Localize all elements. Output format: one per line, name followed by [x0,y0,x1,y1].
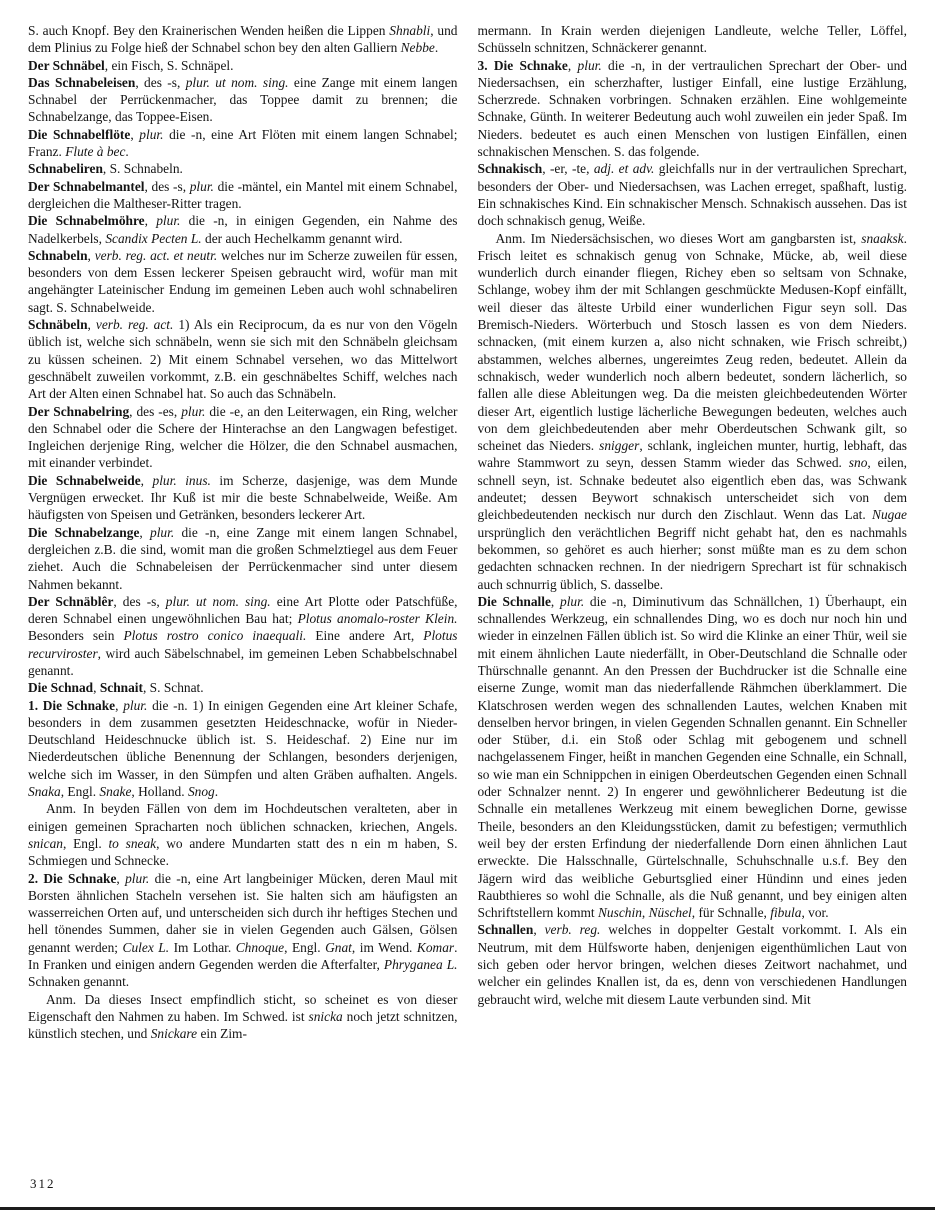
text-run: Schnaken genannt. [28,974,130,990]
text-run: . Frisch leitet es schnakisch genug von Schnake, Mücke, ab, weil diese wunderlich durch einander fliegen, Richey eben so seltsam von Schnake, Schlange, wobey ihm der mit Schlangen geschmückte Medusen-Kopf einfällt, weil dieser das älteste Urbild einer wunderlichen Figur seyn soll. Das Bremisch-Nieders. Wörterbuch und Stosch lassen es von dem Nieders. schnacken, (mit einem kurzen a, also nicht schnaken, wie Frisch schreibt,) abstammen, welches albernes, ungereimtes Zeug reden, bedeutet. Allein da schnakisch, weder wunderlich noch albern bedeutet, sondern lächerlich, so fallen alle diese Ableitungen weg. Da die meisten gleichbedeutenden Wörter dieser Art, eigentlich lustige lächerliche Bewegungen bedeuten, welches auch von dem gleichbedeutenden aber mehr Oberdeutschen Schwank gilt, so scheinet das Nieders. [477,230,907,454]
text-run: die -n, eine Art Flöten mit einem langen Schnabel; Franz. [28,126,458,160]
text-run: Nebbe [400,40,435,56]
dictionary-paragraph [478,22,908,57]
text-run: eine Zange mit einem langen Schnabel der Perrückenmacher, das Toppee damit zu brennen; die Schnabelzange, das Toppee-Eisen. [28,74,458,125]
text-run: plur. [181,403,206,419]
text-run: adj. et adv. [593,161,655,177]
text-run: gleichfalls nur in der vertraulichen Sprechart, besonders der Ober- und Niedersachsen, was Lachen erreget, spaßhaft, lustig. Ein schnakisches Kind. Ein schnakischer Mensch. Schnakisch aussehen. Das ist doch schnakisch genug, Weiße. [477,161,907,229]
text-run: Culex L. [122,939,170,955]
left-column [28,22,458,1164]
dictionary-paragraph [28,160,458,177]
text-run: , des -s, [144,178,190,194]
dictionary-paragraph [28,212,458,247]
dictionary-paragraph [28,472,458,524]
text-run: die -n. 1) In einigen Gegenden eine Art kleiner Schafe, besonders in dem zusammen gesetzten Heideschnacke, wofür in Nieder-Deutschland Heideschnucke üblich ist. S. Heideschaf. 2) Eine nur im Niederdeutschen übliche Benennung der Schlangen, besonders derjenigen, welche sich im Wasser, in den Sümpfen und alten Gräben aufhalten. Angels. [28,697,458,782]
text-run: Nuschin [598,905,642,921]
dictionary-paragraph [28,74,458,126]
text-run: die -n, Diminutivum das Schnällchen, 1) Überhaupt, ein schnallendes Werkzeug, ein schnallendes Ding, wo es doch nur noch hin und wieder in einzelnen Fällen üblich ist. So wird die Klinke an einer Thür, weil sie mit einem ähnlichen Laute niederfällt, in Ober-Deutschland die Schnalle oder Thürschnalle genannt. An den Pressen der Buchdrucker ist die Schnalle eine eiserne Zunge, womit man das niederfallende Rähmchen überklammert. Die Klatschrosen werden wegen des schnallenden Lautes, welchen Knaben mit denselben hervor bringen, in vielen Gegenden Schnallen genannt. Ein Schneller oder Stüber, d.i. ein Stoß oder Schlag mit gebogenem und schnell nachgelassenem Finger, heißt in manchen Gegenden eine Schnalle, ein Schnall, so wie man ein Schnippchen in einigen Oberdeutschen Gegenden einen Schnall oder Schnalzer nennt. 2) In engerer und gewöhnlicherer Bedeutung ist die Schnalle ein metallenes Werkzeug mit einem beweglichen Dorne, gewisse Theile, besonders an den Kleidungsstücken, damit zu befestigen; vermuthlich weil bey der ersten Erfindung der niederfallende Dorn einen ähnlichen Laut erweckte. Die Halsschnalle, Gürtelschnalle, Schuhschnalle u.s.f. Bey den Jägern wird das weibliche Geburtsglied einer Hündinn und eines jeden Raubthieres so wohl die Schnalle, als die Nuß genannt, und bey einigen alten Schriftstellern kommt [477,593,907,921]
text-run: mermann. In Krain werden diejenigen Landleute, welche Teller, Löffel, Schüsseln schnitzen, Schnäckerer genannt. [477,23,907,56]
text-run: Snake [99,784,132,800]
text-run: , [641,905,649,921]
text-run: , vor. [801,905,829,921]
text-run: plur. [560,593,585,609]
dictionary-paragraph [28,991,458,1043]
text-run: , ein Fisch, S. Schnäpel. [104,57,234,73]
text-run: im Scherze, dasjenige, was dem Munde Vergnügen erwecket. Ihr Kuß ist mir die beste Schnabelweide, Weiße. Am häufigsten von Speisen und Getränken, besonders leckerer Art. [28,472,458,523]
text-run: die -n, eine Zange mit einem langen Schnabel, dergleichen z.B. die sind, womit man die großen Schmelztiegel aus dem Feuer ziehet. Auch die Schnabeleisen der Perrückenmacher sind unter diesem Nahmen bekannt. [28,524,458,592]
headword: Die Schnad [28,680,94,696]
dictionary-paragraph [28,800,458,869]
headword: 2. Die Schnake [28,870,117,886]
text-run: plur. inus. [152,472,211,488]
headword: 1. Die Schnake [28,697,116,713]
text-run: Gnat [325,939,352,955]
headword: Schnakisch [477,161,543,177]
dictionary-paragraph [478,57,908,161]
text-run: , Engl. [60,784,100,800]
dictionary-paragraph [28,697,458,801]
text-run: S. auch Knopf. Bey den Krainerischen Wenden heißen die Lippen [28,23,390,38]
text-run: , und dem Plinius zu Folge hieß der Schnabel schon bey den alten Galliern [28,23,458,56]
text-run: , [130,126,140,142]
headword: Schnabeln [28,247,88,263]
headword: Schnabeliren [28,161,103,177]
text-run: . [214,784,219,800]
text-run: , Holland. [131,784,188,800]
text-run: to sneak [108,835,157,851]
headword: Die Schnabelweide [28,472,141,488]
text-run: plur. [150,524,175,540]
text-run: Anm. Da dieses Insect empfindlich sticht, so scheinet es von dieser Eigenschaft den Nahmen zu haben. Im Schwed. ist [28,991,458,1024]
text-run: . In Franken und einigen andern Gegenden werden die Afterfalter, [28,939,458,973]
headword: Das Schnabeleisen [28,74,136,90]
text-run: , -er, -te, [542,161,594,177]
headword: 3. Die Schnake [477,57,568,73]
headword: Der Schnabelring [28,403,130,419]
text-run: , im Wend. [351,939,417,955]
text-run: die -n, eine Art langbeiniger Mücken, deren Maul mit Borsten ähnlichen Stacheln versehen ist. Sie halten sich am häufigsten an wasserreichen Orten auf, und unterscheiden sich durch ihr heftiges Stechen und hell tönendes Summen, daher sie in vielen Gegenden auch Gälsen, Gölsen genannt werden; [28,870,458,955]
text-run: Flute à bec [65,144,126,160]
text-run: , S. Schnabeln. [102,161,183,177]
text-run: , wird auch Säbelschnabel, im gemeinen Leben Schabbelschnabel genannt. [28,645,458,678]
text-run: . [434,40,439,56]
text-run: plur. [189,178,214,194]
text-run: , des -es, [129,403,182,419]
text-run: welches in doppelter Gestalt vorkommt. I. Als ein Neutrum, mit dem Hülfsworte haben, denjenigen eigenthümlichen Laut von sich geben oder hervor bringen, welchen dieses Zeitwort nachahmet, und welcher ein gelindes Knallen ist, da es, denn von verschiedenen Handlungen gebraucht wird, welche mit diesem Laute verbunden sind. Mit [477,922,907,1007]
text-run: snigger [599,438,640,454]
text-run: sno [848,455,868,471]
right-column [478,22,908,1164]
text-run: Chnoque [235,939,285,955]
headword: Schnallen [477,922,534,938]
text-run: der auch Hechelkamm genannt wird. [201,230,403,246]
headword: Schnait [99,680,143,696]
headword: Die Schnabelflöte [28,126,131,142]
text-run: verb. reg. act. et neutr. [94,247,218,263]
text-run: Plotus recurviroster [28,628,458,661]
dictionary-paragraph [28,679,458,696]
text-run: plur. ut nom. sing. [165,593,271,609]
dictionary-paragraph [28,316,458,402]
dictionary-paragraph [28,593,458,679]
text-run: 1) Als ein Reciprocum, da es nur von den Vögeln üblich ist, welche sich schnäbeln, wenn sie sich mit den Schnäbeln gleichsam zu küssen scheinen. 2) Mit einem Schnabel versehen, wo das Mittelwort geschnäbelt zuweilen vorkommt, z.B. ein geschnäbeltes Schiff, welches nach Art der Alten einen Schnabel hat. So auch das Schnäbeln. [28,317,458,402]
text-run: plur. ut nom. sing. [185,74,289,90]
text-run: Besonders sein [28,628,124,644]
text-run: plur. [156,213,181,229]
text-run: Plotus anomalo-roster Klein. [297,611,458,627]
text-run: Snaka [28,784,61,800]
text-run: , S. Schnat. [142,680,204,696]
dictionary-paragraph [28,247,458,316]
headword: Die Schnabelzange [28,524,140,540]
text-run: Nugae [872,507,907,523]
text-run: plur. [125,870,150,886]
dictionary-paragraph [28,178,458,213]
text-run: Shnabli [389,23,431,38]
headword: Die Schnabelmöhre [28,213,145,229]
dictionary-paragraph [478,160,908,229]
text-run: , [87,317,96,333]
headword: Der Schnäbel [28,57,105,73]
headword: Der Schnabelmantel [28,178,145,194]
text-run: , [140,472,153,488]
text-run: Scandix Pecten L. [105,230,202,246]
dictionary-paragraph [478,593,908,922]
text-run: Plotus rostro conico inaequali. [123,628,307,644]
text-run: , [115,697,124,713]
text-run: plur. [123,697,148,713]
text-run: Im Lothar. [169,939,236,955]
text-run: Snog [187,784,215,800]
text-run: Anm. Im Niedersächsischen, wo dieses Wort am gangbarsten ist, [495,230,862,246]
text-run: , des -s, [113,593,166,609]
text-run: welches nur im Scherze zuweilen für essen, besonders von dem Essen leckerer Speisen gebraucht wird, wofür man mit angehängter Lateinischer Endung im gemeinen Leben auch wohl schnabeliren sagt. S. Schnabelweide. [28,247,458,315]
text-run: , Engl. [284,939,326,955]
text-run: , [533,922,545,938]
text-run: , [550,593,560,609]
text-run: snicka [308,1008,343,1024]
text-run: plur. [139,126,164,142]
text-run: verb. reg. [544,922,601,938]
text-run: fibula [770,905,802,921]
text-run: Phryganea L. [383,957,458,973]
headword: Die Schnalle [477,593,551,609]
text-run: , für Schnalle, [691,905,771,921]
text-run: die -n, in einigen Gegenden, ein Nahme des Nadelkerbels, [28,213,458,246]
text-run: Anm. In beyden Fällen von dem im Hochdeutschen veralteten, aber in einigen gemeinen Spracharten noch üblichen schnacken, kriechen, Angels. [28,801,458,834]
dictionary-paragraph [28,126,458,161]
text-run: , [139,524,151,540]
text-columns [28,22,907,1164]
text-run: snican [28,835,63,851]
headword: Der Schnäblêr [28,593,114,609]
text-run: , wo andere Mundarten statt des n ein m haben, S. Schmiegen und Schnecke. [28,835,458,869]
text-run: die -e, an den Leiterwagen, ein Ring, welcher den Schnabel oder die Schere der Hinterachse an den Langwagen befestiget. Ingleichen derjenige Ring, welcher die Hölzer, die den Schnabel ausmachen, mit einander verbindet. [28,403,458,471]
text-run: . [125,144,129,160]
text-run: Nüschel [648,905,692,921]
text-run: plur. [577,57,602,73]
page-number: 312 [30,1176,56,1191]
text-run: snaaksk [861,230,904,246]
text-run: , [87,247,95,263]
text-run: die -n, in der vertraulichen Sprechart der Ober- und Niedersachsen, ein scherzhafter, lustiger Einfall, eine lustige Erzählung, Scherzrede. Schnaken vorbringen. Schnaken erzählen. Eine wohlgemeinte Schnake, Günth. In weiterer Bedeutung auch wohl zuweilen ein jeder Spaß. Im Nieders. bedeutet es auch einen Menschen von lustigen Einfällen, einen schnakischen Menschen. S. das folgende. [477,57,907,160]
text-run: Snickare [150,1026,198,1042]
dictionary-paragraph [28,57,458,74]
text-run: , eilen, schnell seyn, ist. Schnake bedeutet also eigentlich eben das, was Schwank andeutet; dessen Beywort schnakisch unterscheidet sich von dem gleichbedeutenden neckisch nur durch den Zischlaut. Wenn das Lat. [477,455,907,523]
text-run: ein Zim- [197,1026,247,1042]
dictionary-paragraph [478,921,908,1007]
text-run: , schlank, ingleichen munter, hurtig, lebhaft, das wahre Stammwort zu seyn, dessen Stamm wieder das Schwed. [477,438,907,471]
dictionary-paragraph [28,524,458,593]
dictionary-paragraph [28,403,458,472]
text-run: Komar [416,939,455,955]
dictionary-paragraph [28,22,458,57]
text-run: verb. reg. act. [95,317,174,333]
text-run: , [93,680,100,696]
text-run: die -mäntel, ein Mantel mit einem Schnabel, dergleichen die Maltheser-Ritter tragen. [28,178,458,211]
text-run: , [116,870,126,886]
dictionary-paragraph [478,230,908,593]
text-run: ursprünglich den verächtlichen Begriff nicht gehabt hat, den es nachmahls bekommen, so gehöret es auch hierher; sonst müßte man es zu dem schon gedachten schnacken rechnen. In der niedrigern Sprechart ist für schnakisch auch schnurrig üblich, S. dasselbe. [477,524,907,592]
text-run: Eine andere Art, [306,628,424,644]
text-run: , des -s, [135,74,186,90]
text-run: , [144,213,157,229]
text-run: eine Art Plotte oder Patschfüße, deren Schnabel einen ungewöhnlichen Bau hat; [28,593,458,627]
dictionary-paragraph [28,870,458,991]
text-run: , Engl. [62,835,109,851]
text-run: noch jetzt schnitzen, künstlich stechen, und [28,1008,458,1042]
headword: Schnäbeln [28,317,88,333]
text-run: , [567,57,578,73]
